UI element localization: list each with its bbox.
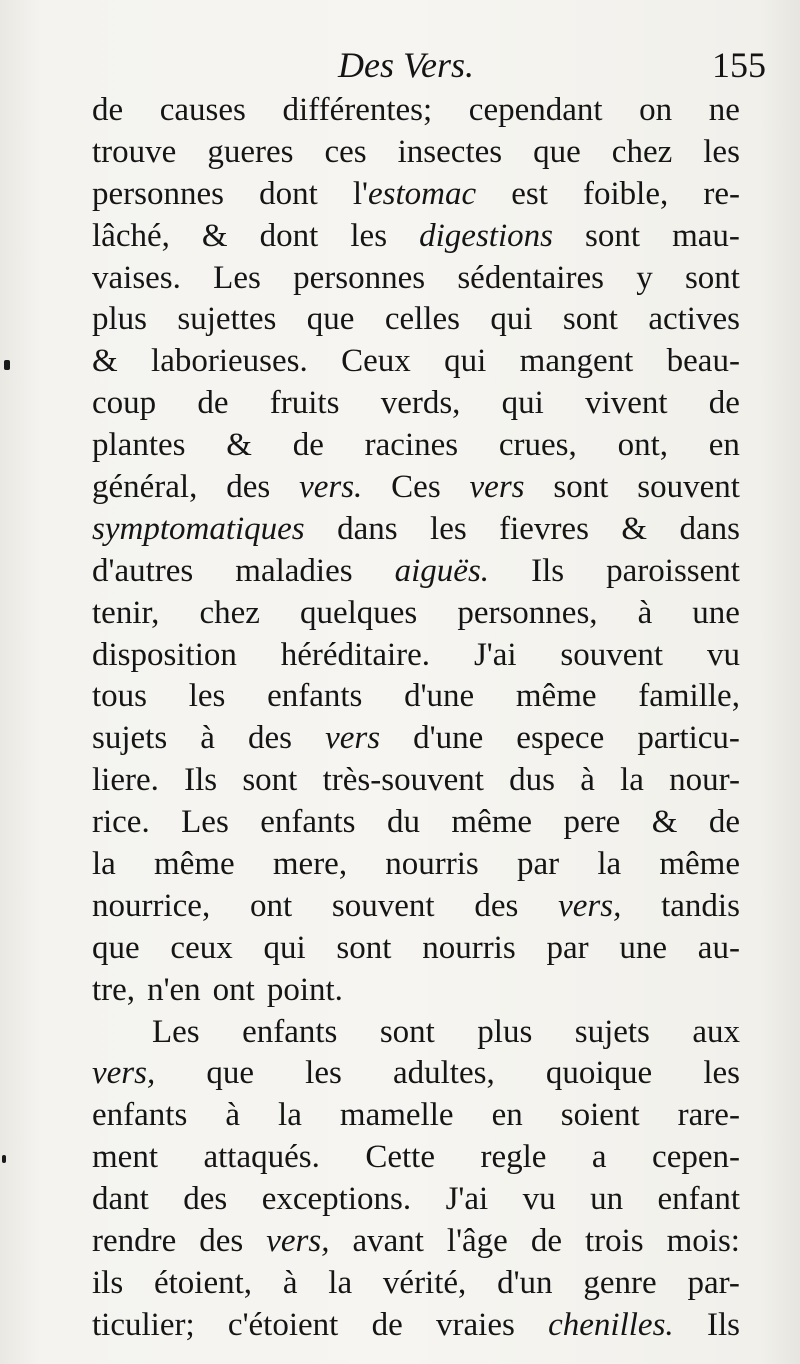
word: on: [639, 92, 673, 128]
word: n'en: [147, 971, 201, 1008]
italic-word: vers.: [299, 469, 363, 506]
word: rice.: [92, 804, 150, 841]
word: rendre: [92, 1223, 177, 1260]
word: re-: [703, 175, 740, 212]
word: de: [530, 1223, 562, 1260]
margin-ink-mark: [2, 1155, 6, 1163]
italic-word: digestions: [419, 217, 553, 254]
word: la: [92, 846, 116, 883]
word: dans: [679, 510, 740, 547]
word: chez: [199, 594, 260, 631]
word: plus: [92, 301, 148, 338]
word: enfant: [657, 1181, 740, 1218]
word: à: [225, 1097, 240, 1134]
running-title: Des Vers.: [338, 45, 474, 85]
word: de: [371, 1306, 403, 1343]
text-line: [92, 132, 740, 174]
word: d'une: [413, 720, 484, 757]
word: Ils: [531, 552, 565, 589]
word: famille,: [638, 678, 740, 715]
word: nourrice,: [92, 887, 211, 924]
text-line: [92, 802, 740, 844]
word: enfants: [260, 804, 356, 841]
word: les: [703, 133, 740, 170]
word: lâché,: [92, 217, 170, 254]
margin-ink-mark: [4, 360, 10, 370]
word: &: [651, 804, 678, 841]
word: souvent: [637, 469, 740, 506]
text-line: [92, 1095, 740, 1137]
word: la: [278, 1097, 302, 1134]
word: Les: [181, 804, 229, 841]
word: des: [474, 887, 519, 924]
word: héréditaire.: [280, 636, 431, 673]
word: mere,: [272, 846, 348, 883]
text-line: [92, 1221, 740, 1263]
word: genre: [583, 1264, 657, 1301]
word: étoient,: [153, 1264, 253, 1301]
word: J'ai: [473, 636, 517, 673]
word: foible,: [583, 175, 669, 212]
word: vaises.: [92, 259, 181, 296]
text-line: [92, 760, 740, 802]
word: Les: [152, 1013, 200, 1050]
italic-word: vers: [325, 720, 381, 757]
word: ment: [92, 1139, 158, 1176]
word: liere.: [92, 762, 159, 799]
word: la: [328, 1264, 353, 1301]
word: adultes,: [392, 1055, 495, 1092]
word: actives: [648, 301, 740, 338]
word: d'autres: [92, 552, 194, 589]
word: enfants: [242, 1013, 338, 1050]
word: mamelle: [339, 1097, 454, 1134]
word: une: [692, 594, 740, 631]
word: vu: [522, 1181, 556, 1218]
word: J'ai: [445, 1181, 489, 1218]
text-line: [92, 970, 740, 1012]
word: par-: [687, 1264, 740, 1301]
page-number: 155: [712, 45, 766, 85]
word: par: [516, 846, 560, 883]
text-line: [92, 425, 740, 467]
word: celles: [384, 301, 460, 338]
text-line: [92, 509, 740, 551]
word: un: [590, 1181, 624, 1218]
word: qui: [501, 385, 544, 422]
word: dant: [92, 1181, 149, 1218]
word: espece: [516, 720, 605, 757]
text-line: [92, 718, 740, 760]
word: différentes;: [282, 92, 433, 128]
word: soient: [560, 1097, 640, 1134]
word: &: [226, 427, 252, 464]
word: coup: [92, 385, 157, 422]
text-line: [92, 1179, 740, 1221]
word: ceux: [170, 929, 233, 966]
text-line: [92, 551, 740, 593]
word: ne: [708, 92, 740, 128]
word: sédentaires: [457, 259, 604, 296]
text-line: [92, 635, 740, 677]
word: même: [154, 846, 235, 883]
word: les: [430, 510, 467, 547]
word: sont: [336, 929, 392, 966]
word: enfants: [267, 678, 363, 715]
word: mau-: [672, 217, 740, 254]
word: paroissent: [606, 552, 740, 589]
word: gueres: [207, 133, 294, 170]
word: de: [708, 804, 740, 841]
word: mangent: [519, 343, 634, 380]
italic-word: chenilles.: [548, 1306, 674, 1343]
word: souvent: [560, 636, 664, 673]
word: dont: [259, 217, 319, 254]
word: vu: [706, 636, 740, 673]
word: attaqués.: [203, 1139, 320, 1176]
word-part: l': [352, 175, 368, 212]
word: l'âge: [446, 1223, 508, 1260]
word: sujettes: [177, 301, 277, 338]
word: général,: [92, 469, 198, 506]
word: souvent: [331, 887, 435, 924]
word: ces: [324, 133, 367, 170]
word: cepen-: [652, 1139, 740, 1176]
word: en: [491, 1097, 523, 1134]
word: d'un: [497, 1264, 553, 1301]
word: même: [659, 846, 740, 883]
word: des: [226, 469, 271, 506]
word: maladies: [235, 552, 353, 589]
word: en: [708, 427, 740, 464]
word: beau-: [666, 343, 740, 380]
word: une: [619, 929, 668, 966]
word: trouve: [92, 133, 177, 170]
word: disposition: [92, 636, 237, 673]
word: à: [580, 762, 595, 799]
word: sujets: [92, 720, 168, 757]
word: quoique: [545, 1055, 653, 1092]
word: au-: [697, 929, 740, 966]
word: fruits: [269, 385, 340, 422]
word: &: [201, 217, 228, 254]
word: Cette: [365, 1139, 435, 1176]
word: par: [546, 929, 589, 966]
word: sont: [553, 469, 609, 506]
word: à: [200, 720, 215, 757]
word: avant: [352, 1223, 424, 1260]
word: les: [703, 1055, 740, 1092]
word: point.: [266, 971, 343, 1008]
word: enfants: [92, 1097, 188, 1134]
word: laborieuses.: [151, 343, 308, 380]
page-header: [0, 44, 800, 94]
word: la: [620, 762, 644, 799]
word: à: [637, 594, 653, 631]
text-line: [92, 299, 740, 341]
body-text: [92, 90, 740, 1347]
word: &: [621, 510, 648, 547]
word: personnes: [92, 175, 224, 212]
word: tous: [92, 678, 148, 715]
text-line: [92, 467, 740, 509]
italic-word: estomac: [367, 175, 477, 212]
text-line: [92, 844, 740, 886]
text-line: [92, 383, 740, 425]
word: vraies: [436, 1306, 515, 1343]
word: des: [199, 1223, 244, 1260]
word: Ceux: [341, 343, 411, 380]
text-line: [92, 1263, 740, 1305]
word: d'une: [404, 678, 475, 715]
word: y: [636, 259, 653, 296]
text-line: [92, 1137, 740, 1179]
italic-word: vers,: [266, 1223, 330, 1260]
word: sont: [242, 762, 298, 799]
word: ticulier;: [92, 1306, 195, 1343]
italic-word: symptomatiques: [92, 510, 305, 547]
word: dus: [509, 762, 555, 799]
word: particu-: [637, 720, 740, 757]
word: Ils: [706, 1306, 740, 1343]
word: verds,: [380, 385, 461, 422]
word: des: [183, 1181, 228, 1218]
word: qui: [490, 301, 533, 338]
word: très-souvent: [322, 762, 484, 799]
word: de: [92, 92, 124, 128]
word: dans: [337, 510, 398, 547]
word: aux: [692, 1013, 740, 1050]
word: regle: [480, 1139, 547, 1176]
italic-word: vers: [469, 469, 525, 506]
word: que: [92, 929, 140, 966]
word: que: [533, 133, 581, 170]
word: vérité,: [382, 1264, 467, 1301]
word: sont: [562, 301, 618, 338]
word: trois: [584, 1223, 644, 1260]
word: tandis: [661, 887, 740, 924]
text-line: [92, 258, 740, 300]
word: ont,: [617, 427, 668, 464]
word: est: [511, 175, 548, 212]
word: racines: [364, 427, 459, 464]
text-line: [92, 341, 740, 383]
word: ont: [212, 971, 255, 1008]
word: de: [292, 427, 324, 464]
word: que: [306, 301, 355, 338]
word: chez: [611, 133, 673, 170]
word: des: [247, 720, 292, 757]
text-line: [92, 174, 740, 216]
word: fievres: [499, 510, 589, 547]
word: vivent: [585, 385, 668, 422]
word: sont: [379, 1013, 435, 1050]
word: [353, 174, 476, 216]
word: nourris: [385, 846, 479, 883]
word: de: [708, 385, 740, 422]
word: causes: [159, 92, 246, 128]
text-line: [92, 928, 740, 970]
word: plus: [477, 1013, 533, 1050]
word: tre,: [92, 971, 136, 1008]
word: pere: [563, 804, 621, 841]
word: a: [591, 1139, 607, 1176]
word: qui: [263, 929, 306, 966]
word: ils: [92, 1264, 124, 1301]
word: mois:: [666, 1223, 740, 1260]
text-line: [92, 216, 740, 258]
word: Ces: [391, 469, 441, 506]
text-line: [92, 593, 740, 635]
word: personnes: [293, 259, 426, 296]
word: dont: [259, 175, 318, 212]
text-line: [92, 676, 740, 718]
word: sont: [585, 217, 641, 254]
word: du: [386, 804, 420, 841]
word: sont: [684, 259, 740, 296]
text-line: [92, 1012, 740, 1054]
word: Les: [213, 259, 261, 296]
word: qui: [444, 343, 487, 380]
word: que: [206, 1055, 255, 1092]
word: les: [350, 217, 388, 254]
word: la: [597, 846, 622, 883]
word: nour-: [669, 762, 740, 799]
word: Ils: [184, 762, 218, 799]
word: insectes: [397, 133, 503, 170]
word: à: [282, 1264, 298, 1301]
word: plantes: [92, 427, 186, 464]
word: les: [305, 1055, 342, 1092]
text-line: [92, 90, 740, 132]
word: ont: [249, 887, 293, 924]
word: rare-: [677, 1097, 740, 1134]
word: sujets: [574, 1013, 650, 1050]
text-line: [92, 1053, 740, 1095]
word: crues,: [498, 427, 577, 464]
word: exceptions.: [261, 1181, 412, 1218]
italic-word: aiguës.: [394, 552, 490, 589]
word: de: [197, 385, 229, 422]
word: cependant: [468, 92, 603, 128]
word: personnes,: [457, 594, 598, 631]
italic-word: vers,: [92, 1055, 156, 1092]
word: &: [92, 343, 118, 380]
word: nourris: [422, 929, 516, 966]
word: même: [515, 678, 597, 715]
word: même: [451, 804, 533, 841]
word: les: [188, 678, 226, 715]
word: tenir,: [92, 594, 160, 631]
italic-word: vers,: [558, 887, 622, 924]
text-line: [92, 886, 740, 928]
word: c'étoient: [227, 1306, 339, 1343]
text-line: [92, 1305, 740, 1347]
word: quelques: [299, 594, 418, 631]
